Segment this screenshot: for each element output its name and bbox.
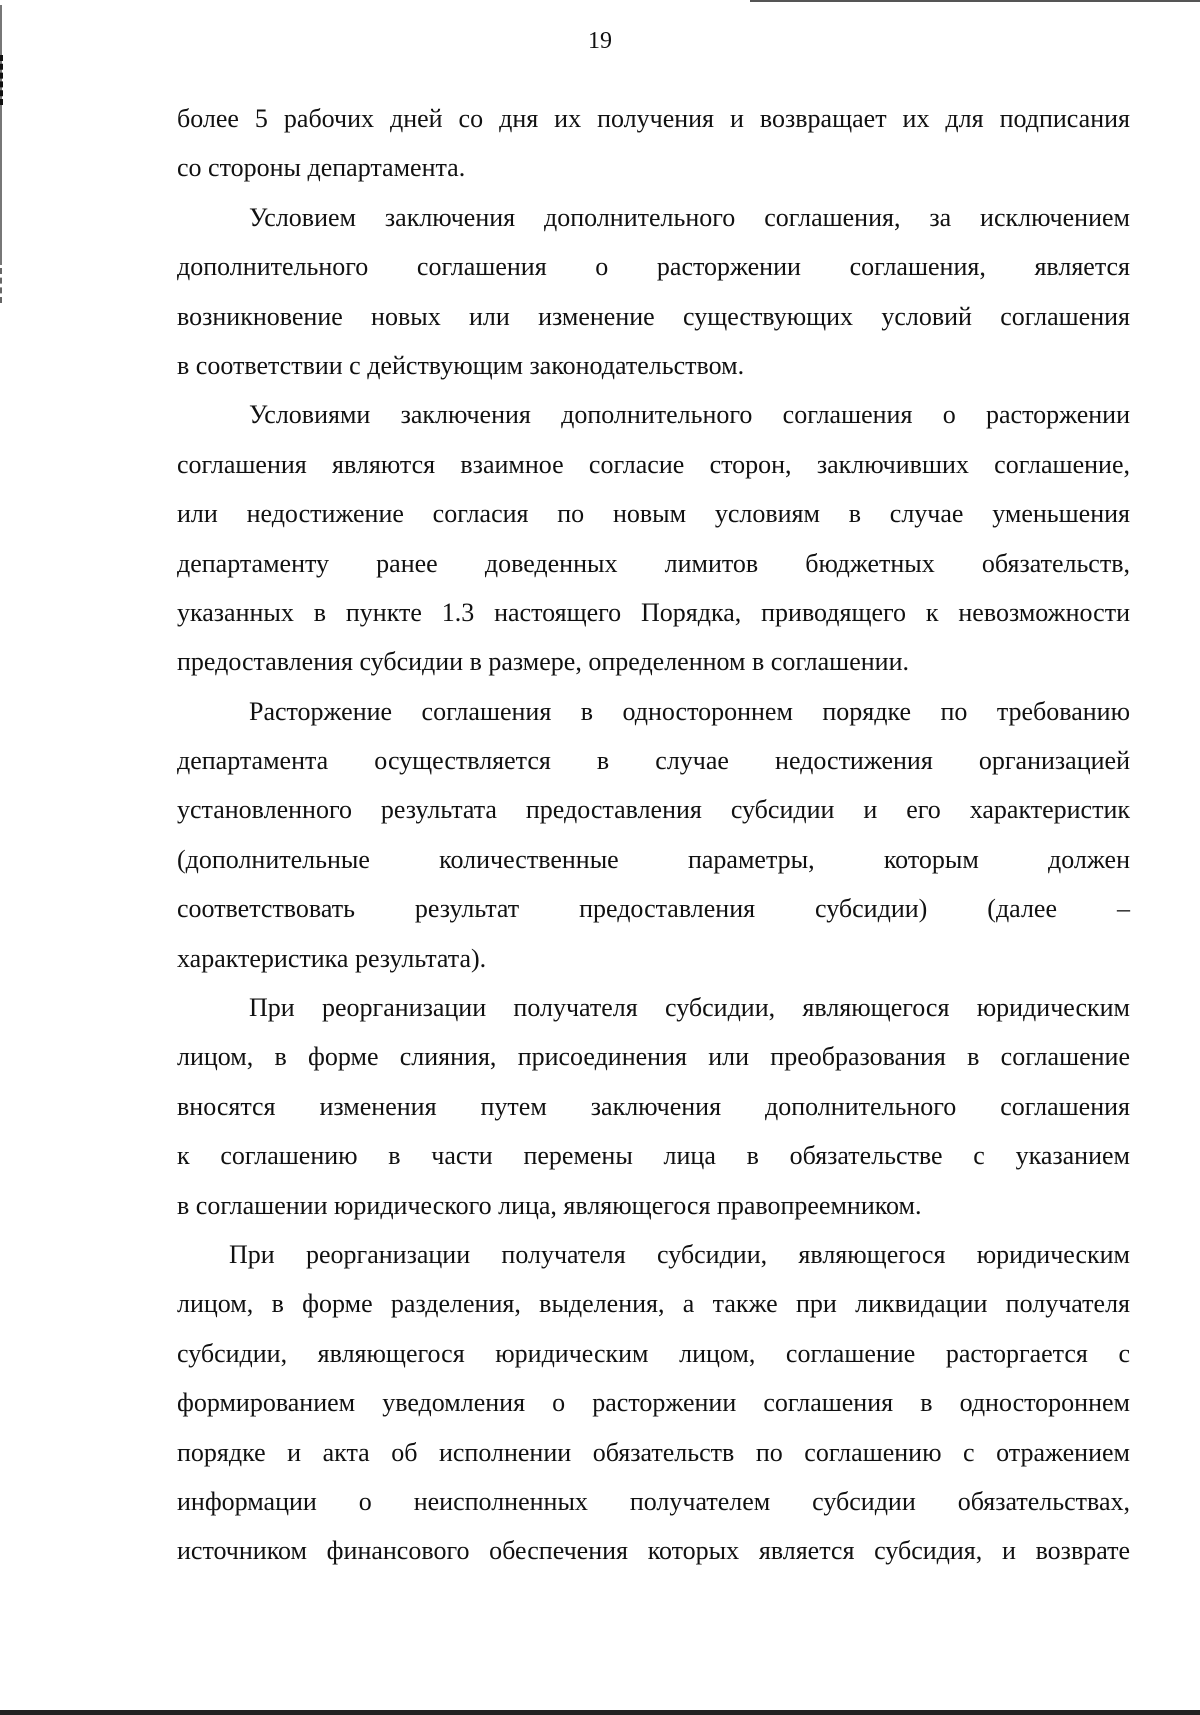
text-line: департамента осуществляется в случае недостижения организацией [177, 746, 1130, 776]
text-line: характеристика результата). [177, 943, 487, 973]
text-line: соглашения являются взаимное согласие сторон, заключивших соглашение, [177, 449, 1130, 479]
text-line: Расторжение соглашения в одностороннем порядке по требованию [249, 696, 1130, 726]
text-line: порядке и акта об исполнении обязательств по соглашению с отражением [177, 1437, 1130, 1467]
text-line: субсидии, являющегося юридическим лицом, соглашение расторгается с [177, 1338, 1130, 1368]
text-line: (дополнительные количественные параметры, которым должен [177, 844, 1130, 874]
text-line: При реорганизации получателя субсидии, являющегося юридическим [249, 993, 1130, 1023]
text-line: со стороны департамента. [177, 153, 466, 183]
text-line: департаменту ранее доведенных лимитов бюджетных обязательств, [177, 548, 1130, 578]
text-line: дополнительного соглашения о расторжении соглашения, является [177, 252, 1130, 282]
text-line: формированием уведомления о расторжении соглашения в одностороннем [177, 1388, 1130, 1418]
text-line: более 5 рабочих дней со дня их получения и возвращает их для подписания [177, 104, 1130, 133]
text-line: или недостижение согласия по новым условиям в случае уменьшения [177, 499, 1130, 529]
scan-edge-left-marks [0, 55, 6, 105]
text-line: источником финансового обеспечения которых является субсидия, и возврате [177, 1536, 1130, 1566]
text-line: информации о неисполненных получателем субсидии обязательствах, [177, 1486, 1130, 1516]
scan-edge-bottom [0, 1710, 1200, 1715]
text-line: При реорганизации получателя субсидии, являющегося юридическим [229, 1239, 1130, 1269]
text-line: в соглашении юридического лица, являющегося правопреемником. [177, 1190, 922, 1220]
text-line: установленного результата предоставления субсидии и его характеристик [177, 795, 1130, 825]
text-line: соответствовать результат предоставления субсидии) (далее – [177, 894, 1130, 924]
text-line: лицом, в форме слияния, присоединения или преобразования в соглашение [177, 1042, 1130, 1072]
text-line: вносятся изменения путем заключения дополнительного соглашения [177, 1091, 1130, 1121]
text-line: предоставления субсидии в размере, определенном в соглашении. [177, 647, 909, 677]
text-line: лицом, в форме разделения, выделения, а также при ликвидации получателя [177, 1289, 1130, 1319]
text-line: возникновение новых или изменение существующих условий соглашения [177, 301, 1130, 331]
text-line: в соответствии с действующим законодательством. [177, 350, 745, 380]
text-line: Условиями заключения дополнительного соглашения о расторжении [249, 400, 1130, 430]
scan-edge-left-marks-lower [0, 268, 4, 303]
scan-edge-top [750, 0, 1200, 2]
document-body [177, 94, 1130, 1576]
text-line: Условием заключения дополнительного соглашения, за исключением [249, 202, 1130, 232]
page-number: 19 [588, 28, 612, 54]
text-line: к соглашению в части перемены лица в обязательстве с указанием [177, 1141, 1130, 1171]
text-line: указанных в пункте 1.3 настоящего Порядка, приводящего к невозможности [177, 597, 1130, 627]
